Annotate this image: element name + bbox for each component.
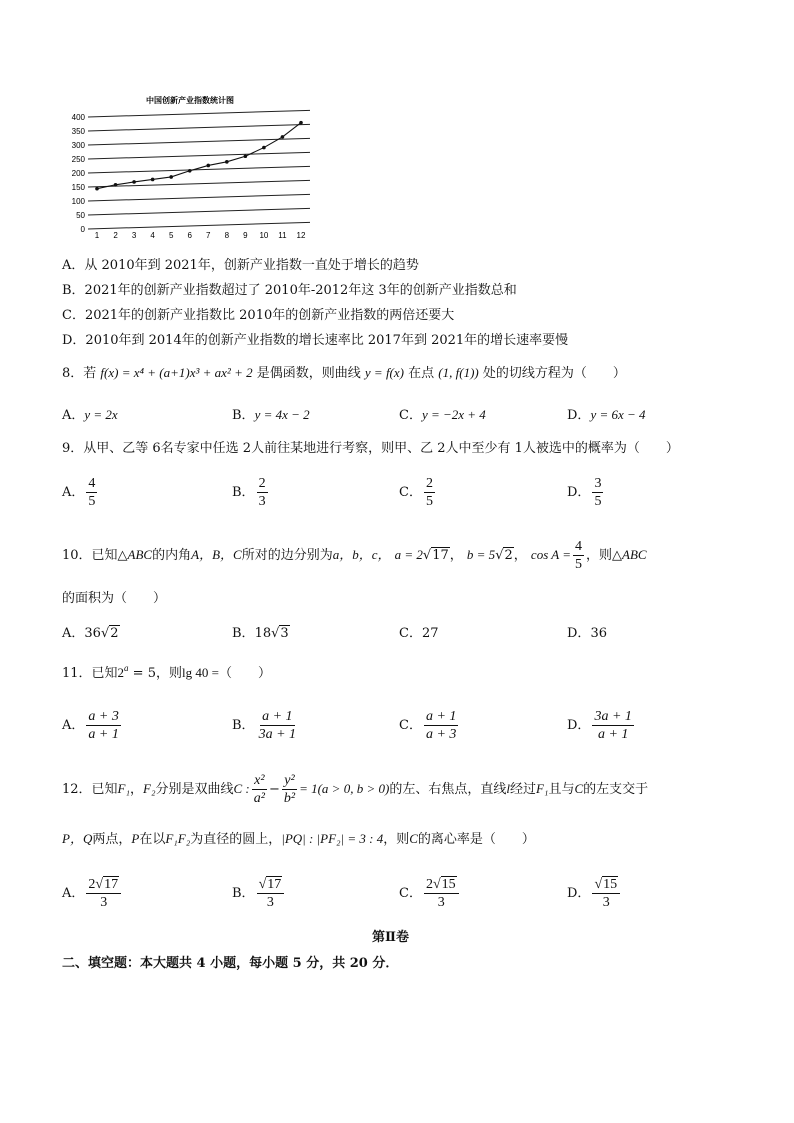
data-point bbox=[95, 187, 99, 191]
q8-stem bbox=[62, 365, 626, 382]
y-tick-label: 300 bbox=[71, 141, 85, 150]
grid-line bbox=[88, 194, 310, 201]
data-point bbox=[262, 146, 266, 150]
q8-prefix: 8．若 bbox=[62, 366, 97, 381]
q12-option-c: C． $\frac{2√15}{3}$ bbox=[399, 876, 461, 911]
x-tick-label: 6 bbox=[187, 231, 192, 240]
data-point bbox=[169, 175, 173, 179]
y-tick-label: 0 bbox=[80, 225, 85, 234]
q7-option-d: D．2010年到 2014年的创新产业指数的增长速率比 2017年到 2021年的增长速率要慢 bbox=[62, 333, 569, 348]
q8-mid2: 在点 bbox=[408, 366, 435, 381]
data-point bbox=[132, 180, 136, 184]
q10-option-c: C．27 bbox=[399, 626, 439, 641]
chart-title: 中国创新产业指数统计图 bbox=[146, 96, 234, 105]
q8-option-d: D．y = 6x − 4 bbox=[567, 407, 646, 423]
y-tick-label: 100 bbox=[71, 197, 85, 206]
q7-option-c: C．2021年的创新产业指数比 2010年的创新产业指数的两倍还要大 bbox=[62, 308, 455, 323]
q8-mid: 是偶函数，则曲线 bbox=[256, 366, 361, 381]
section-title: 第Ⅱ卷 bbox=[372, 930, 409, 945]
grid-line bbox=[88, 152, 310, 159]
q12-option-d: D． $\frac{√15}{3}$ bbox=[567, 876, 622, 911]
grid-line bbox=[88, 222, 310, 229]
q10-option-b: B．18√3 bbox=[232, 626, 289, 641]
innovation-index-chart bbox=[60, 88, 330, 248]
chart-x-ticks bbox=[95, 231, 306, 240]
q12-stem-line2: P，Q两点，P在以F₁F₂为直径的圆上，|PQ| : |PF₂| = 3 : 4，则C的离心率是（ ） bbox=[62, 831, 535, 847]
q12-stem: 12．已知F₁，F₂分别是双曲线C : $\frac{\text{x²}}{\text{a²}}$ − $\frac{\text{y²}}{\text{b²}}$ = 1(a > 0, b > 0)的左、右焦点，直线l经过F₁且与C的左支交于 bbox=[62, 773, 649, 806]
y-tick-label: 150 bbox=[71, 183, 85, 192]
y-tick-label: 250 bbox=[71, 155, 85, 164]
q7-option-a: A．从 2010年到 2021年，创新产业指数一直处于增长的趋势 bbox=[62, 258, 419, 273]
x-tick-label: 1 bbox=[94, 231, 100, 240]
x-tick-label: 5 bbox=[168, 231, 174, 240]
q8-point: (1, f(1)) bbox=[438, 365, 479, 380]
grid-line bbox=[88, 208, 310, 215]
q12-option-b: B． $\frac{√17}{3}$ bbox=[232, 876, 286, 911]
q9-option-c: C． $\frac{2}{5}$ bbox=[399, 476, 433, 509]
q9-stem: 9．从甲、乙等 6名专家中任选 2人前往某地进行考察，则甲、乙 2人中至少有 1人被选中的概率为（ ） bbox=[62, 441, 679, 456]
q11-option-c: C． $\frac{a + 1}{a + 3}$ bbox=[399, 709, 457, 742]
grid-line bbox=[88, 138, 310, 145]
q7-option-b: B．2021年的创新产业指数超过了 2010年-2012年这 3年的创新产业指数总和 bbox=[62, 283, 517, 298]
chart-grid bbox=[88, 110, 310, 229]
y-tick-label: 200 bbox=[71, 169, 85, 178]
data-point bbox=[299, 121, 303, 125]
q12-option-a: A． $\frac{2√17}{3}$ bbox=[62, 876, 123, 911]
q9-option-b: B． $\frac{2}{3}$ bbox=[232, 476, 266, 509]
y-tick-label: 400 bbox=[71, 113, 85, 122]
grid-line bbox=[88, 166, 310, 173]
q11-stem: 11．已知$2^a = 5$，则lg 40 =（ ） bbox=[62, 663, 271, 681]
x-tick-label: 11 bbox=[278, 231, 287, 240]
x-tick-label: 7 bbox=[206, 231, 211, 240]
data-point bbox=[281, 135, 285, 139]
q8-option-c: C．y = −2x + 4 bbox=[399, 407, 486, 423]
q9-option-a: A． $\frac{4}{5}$ bbox=[62, 476, 96, 509]
y-tick-label: 350 bbox=[71, 127, 85, 136]
x-tick-label: 8 bbox=[224, 231, 230, 240]
data-point bbox=[151, 178, 155, 182]
data-point bbox=[244, 154, 248, 158]
x-tick-label: 3 bbox=[131, 231, 137, 240]
q11-option-d: D． $\frac{3a + 1}{a + 1}$ bbox=[567, 709, 632, 742]
q9-option-d: D． $\frac{3}{5}$ bbox=[567, 476, 602, 509]
q8-option-a: A．y = 2x bbox=[62, 407, 118, 423]
x-tick-label: 10 bbox=[259, 231, 269, 240]
q10-stem-line2: 的面积为（ ） bbox=[62, 591, 167, 606]
data-point bbox=[188, 169, 192, 173]
q10-option-a: A．36√2 bbox=[62, 626, 119, 641]
data-point bbox=[114, 183, 118, 187]
chart-y-ticks bbox=[72, 113, 86, 234]
data-point bbox=[225, 160, 229, 164]
q8-function: f(x) = x⁴ + (a+1)x³ + ax² + 2 bbox=[100, 365, 253, 380]
q10-stem: 10．已知△ABC的内角A，B，C所对的边分别为a，b，c， a = 2√17， b = 5√2， cos A = $\frac{4}{5}$ ，则△ABC bbox=[62, 539, 647, 572]
data-point bbox=[206, 164, 210, 168]
x-tick-label: 9 bbox=[243, 231, 248, 240]
x-tick-label: 12 bbox=[296, 231, 306, 240]
q10-option-d: D．36 bbox=[567, 626, 607, 641]
grid-line bbox=[88, 124, 310, 131]
x-tick-label: 2 bbox=[113, 231, 118, 240]
fill-in-heading: 二、填空题：本大题共 4 小题，每小题 5 分，共 20 分． bbox=[62, 956, 399, 971]
q11-option-a: A． $\frac{a + 3}{a + 1}$ bbox=[62, 709, 119, 742]
q11-option-b: B． $\frac{a + 1}{3a + 1}$ bbox=[232, 709, 297, 742]
grid-line bbox=[88, 110, 310, 117]
q8-suffix: 处的切线方程为（ ） bbox=[482, 366, 626, 381]
q8-curve: y = f(x) bbox=[364, 365, 404, 380]
y-tick-label: 50 bbox=[76, 211, 85, 220]
q8-option-b: B．y = 4x − 2 bbox=[232, 407, 310, 423]
x-tick-label: 4 bbox=[150, 231, 155, 240]
